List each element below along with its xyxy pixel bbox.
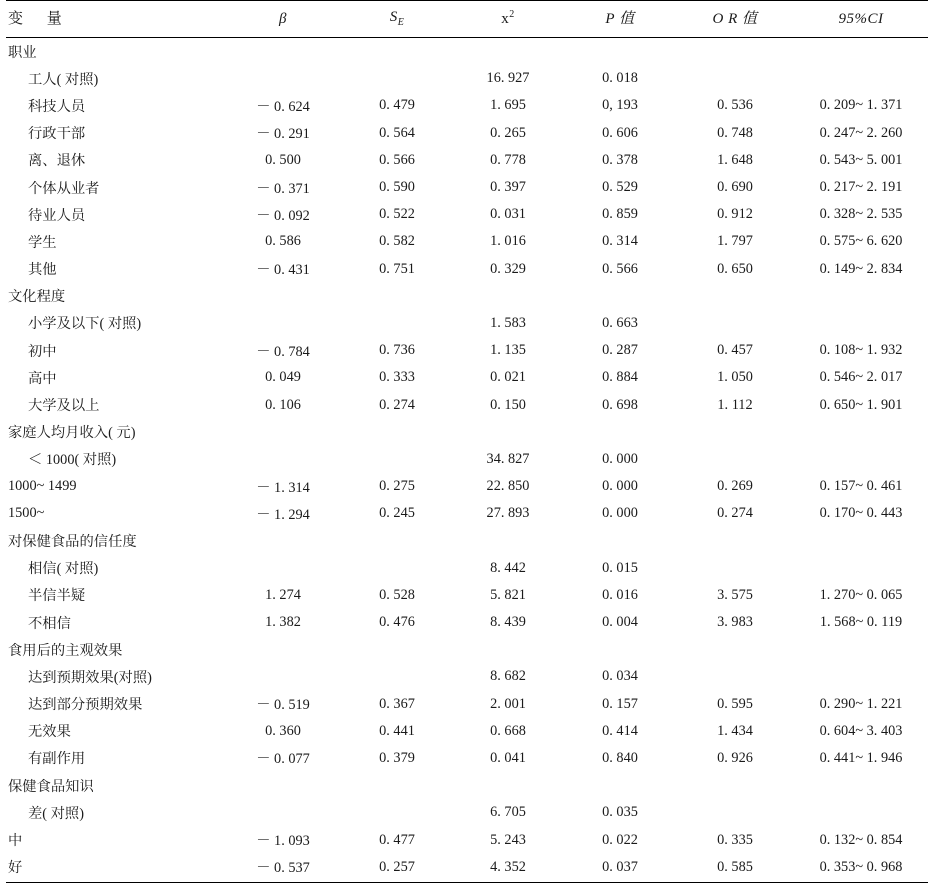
cell-ci: 0. 290~ 1. 221	[819, 695, 903, 712]
cell-variable: 相信( 对照)	[28, 561, 99, 578]
cell-beta: － 0. 519	[256, 697, 310, 714]
cell-se: 0. 476	[379, 614, 415, 631]
cell-variable: 个体从业者	[28, 180, 100, 197]
cell-se: 0. 257	[379, 858, 415, 875]
table-row	[6, 310, 928, 337]
cell-ci: 0. 209~ 1. 371	[819, 97, 903, 114]
cell-beta	[224, 799, 342, 826]
cell-or-value: 1. 112	[717, 396, 753, 413]
cell-chi-square: 0. 329	[490, 260, 526, 277]
cell-chi-square: 5. 243	[490, 831, 526, 848]
cell-beta: 0. 360	[265, 722, 301, 739]
cell-p-value: 0. 016	[602, 586, 638, 603]
table-group-row	[6, 283, 928, 310]
cell-se: 0. 479	[379, 97, 415, 114]
cell-beta: － 0. 537	[256, 860, 310, 877]
cell-se: 0. 582	[379, 233, 415, 250]
cell-p-value	[564, 636, 676, 663]
cell-chi-square: 0. 778	[490, 151, 526, 168]
cell-chi-square	[452, 527, 564, 554]
table-row	[6, 473, 928, 500]
cell-variable: 半信半疑	[28, 588, 86, 605]
table-header	[6, 1, 928, 38]
cell-ci	[794, 419, 928, 446]
cell-chi-square: 0. 150	[490, 396, 526, 413]
cell-variable: 家庭人均月收入( 元)	[8, 425, 136, 442]
cell-p-value: 0. 037	[602, 858, 638, 875]
table-row	[6, 582, 928, 609]
table-group-row	[6, 419, 928, 446]
cell-chi-square: 1. 135	[490, 342, 526, 359]
cell-variable: 其他	[28, 262, 57, 279]
cell-se: 0. 736	[379, 342, 415, 359]
cell-or-value: 0. 274	[717, 505, 753, 522]
table-row	[6, 663, 928, 690]
cell-se: 0. 566	[379, 151, 415, 168]
cell-p-value: 0. 018	[602, 70, 638, 87]
cell-p-value: 0. 529	[602, 179, 638, 196]
cell-chi-square	[452, 636, 564, 663]
cell-p-value: 0, 193	[602, 97, 638, 114]
cell-variable: 好	[8, 860, 23, 877]
cell-se	[342, 636, 452, 663]
column-header-ci-text: 95%CI	[838, 11, 884, 27]
cell-chi-square: 0. 041	[490, 749, 526, 766]
cell-p-value: 0. 000	[602, 505, 638, 522]
cell-se: 0. 751	[379, 260, 415, 277]
cell-variable: 行政干部	[28, 126, 86, 143]
cell-or-value: 0. 269	[717, 478, 753, 495]
cell-beta	[224, 772, 342, 799]
table-row	[6, 555, 928, 582]
cell-se	[342, 527, 452, 554]
cell-or-value: 0. 595	[717, 695, 753, 712]
cell-variable: 食用后的主观效果	[8, 642, 123, 659]
cell-beta	[224, 663, 342, 690]
cell-se: 0. 590	[379, 179, 415, 196]
table-row	[6, 201, 928, 228]
table-group-row	[6, 38, 928, 66]
column-header-se-sub: E	[397, 17, 405, 28]
cell-beta	[224, 446, 342, 473]
cell-p-value: 0. 022	[602, 831, 638, 848]
cell-p-value: 0. 414	[602, 722, 638, 739]
cell-p-value	[564, 527, 676, 554]
cell-variable: 工人( 对照)	[28, 71, 99, 88]
cell-chi-square	[452, 283, 564, 310]
table-row	[6, 174, 928, 201]
column-header-chi-square	[452, 1, 564, 38]
cell-beta	[224, 283, 342, 310]
cell-se: 0. 367	[379, 695, 415, 712]
cell-beta: － 1. 294	[256, 506, 310, 523]
cell-chi-square: 6. 705	[490, 804, 526, 821]
cell-variable: 中	[8, 833, 23, 850]
cell-ci	[794, 799, 928, 826]
cell-p-value: 0. 566	[602, 260, 638, 277]
cell-p-value: 0. 884	[602, 369, 638, 386]
cell-se: 0. 441	[379, 722, 415, 739]
cell-ci: 0. 441~ 1. 946	[819, 749, 903, 766]
cell-ci	[794, 38, 928, 66]
cell-p-value: 0. 000	[602, 450, 638, 467]
cell-chi-square: 8. 439	[490, 614, 526, 631]
cell-beta: 0. 586	[265, 233, 301, 250]
cell-ci: 0. 328~ 2. 535	[819, 206, 903, 223]
table-group-row	[6, 772, 928, 799]
cell-beta: 0. 106	[265, 396, 301, 413]
cell-variable: 保健食品知识	[8, 778, 94, 795]
cell-chi-square: 4. 352	[490, 858, 526, 875]
cell-or-value	[676, 772, 794, 799]
cell-variable: 大学及以上	[28, 398, 100, 415]
cell-chi-square: 0. 397	[490, 179, 526, 196]
cell-or-value: 0. 585	[717, 858, 753, 875]
cell-variable: 待业人员	[28, 207, 86, 224]
cell-p-value: 0. 859	[602, 206, 638, 223]
cell-ci	[794, 772, 928, 799]
cell-se	[342, 65, 452, 92]
table-row	[6, 691, 928, 718]
cell-se	[342, 446, 452, 473]
table-row	[6, 92, 928, 119]
cell-p-value: 0. 663	[602, 314, 638, 331]
cell-ci: 0. 247~ 2. 260	[819, 124, 903, 141]
cell-variable: 1500~	[8, 505, 45, 522]
cell-ci	[794, 555, 928, 582]
cell-variable: 对保健食品的信任度	[8, 533, 137, 550]
cell-ci: 0. 575~ 6. 620	[819, 233, 903, 250]
table-body	[6, 38, 928, 883]
table-row	[6, 446, 928, 473]
cell-chi-square: 0. 668	[490, 722, 526, 739]
cell-chi-square: 0. 021	[490, 369, 526, 386]
cell-or-value: 0. 690	[717, 179, 753, 196]
table-row	[6, 364, 928, 391]
column-header-or-value	[676, 1, 794, 38]
table-row	[6, 745, 928, 772]
cell-beta: － 0. 077	[256, 751, 310, 768]
cell-or-value	[676, 283, 794, 310]
cell-or-value: 0. 748	[717, 124, 753, 141]
table-row	[6, 854, 928, 883]
cell-or-value	[676, 38, 794, 66]
cell-or-value: 0. 335	[717, 831, 753, 848]
cell-chi-square	[452, 419, 564, 446]
cell-or-value: 1. 648	[717, 151, 753, 168]
cell-beta: － 0. 291	[256, 126, 310, 143]
cell-beta	[224, 65, 342, 92]
column-header-chi-sup: 2	[509, 9, 515, 20]
cell-p-value: 0. 287	[602, 342, 638, 359]
cell-ci: 0. 543~ 5. 001	[819, 151, 903, 168]
cell-ci	[794, 310, 928, 337]
cell-chi-square: 0. 031	[490, 206, 526, 223]
cell-beta	[224, 38, 342, 66]
cell-beta: － 1. 093	[256, 833, 310, 850]
cell-chi-square: 8. 442	[490, 559, 526, 576]
cell-chi-square: 0. 265	[490, 124, 526, 141]
cell-se: 0. 275	[379, 478, 415, 495]
table-row	[6, 256, 928, 283]
cell-chi-square	[452, 38, 564, 66]
cell-ci: 0. 132~ 0. 854	[819, 831, 903, 848]
cell-se	[342, 772, 452, 799]
cell-chi-square: 8. 682	[490, 668, 526, 685]
cell-chi-square: 1. 695	[490, 97, 526, 114]
cell-chi-square: 2. 001	[490, 695, 526, 712]
cell-or-value	[676, 310, 794, 337]
cell-p-value	[564, 283, 676, 310]
cell-chi-square: 22. 850	[486, 478, 530, 495]
column-header-se	[342, 1, 452, 38]
cell-p-value: 0. 015	[602, 559, 638, 576]
cell-ci: 1. 270~ 0. 065	[819, 586, 903, 603]
cell-beta	[224, 555, 342, 582]
cell-p-value	[564, 38, 676, 66]
cell-or-value	[676, 799, 794, 826]
cell-ci	[794, 527, 928, 554]
cell-or-value: 0. 536	[717, 97, 753, 114]
cell-variable: 科技人员	[28, 98, 86, 115]
cell-se: 0. 522	[379, 206, 415, 223]
cell-p-value: 0. 034	[602, 668, 638, 685]
cell-ci: 0. 157~ 0. 461	[819, 478, 903, 495]
cell-p-value: 0. 314	[602, 233, 638, 250]
table-row	[6, 500, 928, 527]
cell-or-value	[676, 65, 794, 92]
cell-beta	[224, 527, 342, 554]
cell-ci	[794, 636, 928, 663]
cell-se	[342, 419, 452, 446]
cell-se: 0. 333	[379, 369, 415, 386]
table-row	[6, 337, 928, 364]
cell-ci: 0. 170~ 0. 443	[819, 505, 903, 522]
cell-p-value: 0. 035	[602, 804, 638, 821]
cell-beta	[224, 419, 342, 446]
table-row	[6, 826, 928, 853]
cell-se: 0. 245	[379, 505, 415, 522]
cell-p-value: 0. 000	[602, 478, 638, 495]
cell-variable: 有副作用	[28, 751, 86, 768]
cell-p-value: 0. 840	[602, 749, 638, 766]
cell-chi-square: 5. 821	[490, 586, 526, 603]
table-row	[6, 228, 928, 255]
cell-variable: 离、退休	[28, 153, 86, 170]
cell-beta: － 0. 784	[256, 343, 310, 360]
cell-p-value: 0. 698	[602, 396, 638, 413]
cell-or-value: 0. 650	[717, 260, 753, 277]
table-row	[6, 391, 928, 418]
cell-ci: 0. 217~ 2. 191	[819, 179, 903, 196]
cell-chi-square: 1. 016	[490, 233, 526, 250]
cell-chi-square: 16. 927	[486, 70, 530, 87]
cell-ci	[794, 663, 928, 690]
table-row	[6, 718, 928, 745]
table-group-row	[6, 636, 928, 663]
cell-variable: 差( 对照)	[28, 805, 84, 822]
cell-ci	[794, 65, 928, 92]
column-header-ci	[794, 1, 928, 38]
cell-beta: 1. 274	[265, 586, 301, 603]
cell-or-value	[676, 419, 794, 446]
cell-variable: 文化程度	[8, 289, 66, 306]
cell-se: 0. 379	[379, 749, 415, 766]
column-header-p-text: P 值	[605, 11, 635, 27]
column-header-variable: 变 量	[8, 11, 72, 27]
cell-ci	[794, 283, 928, 310]
cell-p-value	[564, 772, 676, 799]
table-row	[6, 609, 928, 636]
cell-variable: 高中	[28, 370, 57, 387]
cell-chi-square	[452, 772, 564, 799]
cell-se: 0. 564	[379, 124, 415, 141]
cell-se	[342, 663, 452, 690]
cell-or-value: 1. 434	[717, 722, 753, 739]
cell-chi-square: 27. 893	[486, 505, 530, 522]
cell-variable: 职业	[8, 44, 37, 61]
statistics-table	[6, 0, 928, 882]
cell-beta: － 0. 431	[256, 262, 310, 279]
cell-chi-square: 34. 827	[486, 450, 530, 467]
cell-ci: 0. 546~ 2. 017	[819, 369, 903, 386]
cell-beta: － 0. 092	[256, 207, 310, 224]
column-header-chi-main: x	[501, 11, 510, 27]
cell-ci: 1. 568~ 0. 119	[819, 614, 903, 631]
cell-variable: 不相信	[28, 615, 71, 632]
cell-or-value: 1. 050	[717, 369, 753, 386]
cell-variable: 1000~ 1499	[8, 478, 77, 495]
column-header-beta: β	[279, 11, 287, 27]
table-group-row	[6, 527, 928, 554]
cell-or-value	[676, 446, 794, 473]
table-row	[6, 799, 928, 826]
cell-variable: 初中	[28, 343, 57, 360]
cell-or-value	[676, 636, 794, 663]
cell-ci: 0. 108~ 1. 932	[819, 342, 903, 359]
cell-se	[342, 310, 452, 337]
cell-or-value: 3. 983	[717, 614, 753, 631]
cell-se: 0. 528	[379, 586, 415, 603]
cell-beta: 1. 382	[265, 614, 301, 631]
cell-chi-square: 1. 583	[490, 314, 526, 331]
table-row	[6, 65, 928, 92]
cell-p-value	[564, 419, 676, 446]
cell-p-value: 0. 378	[602, 151, 638, 168]
cell-se	[342, 283, 452, 310]
cell-beta: 0. 500	[265, 151, 301, 168]
cell-variable: 达到预期效果(对照)	[28, 669, 152, 686]
cell-beta: － 1. 314	[256, 479, 310, 496]
table-row	[6, 120, 928, 147]
cell-ci: 0. 650~ 1. 901	[819, 396, 903, 413]
cell-beta	[224, 310, 342, 337]
cell-beta: － 0. 624	[256, 98, 310, 115]
cell-se: 0. 477	[379, 831, 415, 848]
cell-variable: 小学及以下( 对照)	[28, 316, 142, 333]
cell-ci: 0. 353~ 0. 968	[819, 858, 903, 875]
cell-variable: 无效果	[28, 724, 71, 741]
cell-or-value: 1. 797	[717, 233, 753, 250]
cell-beta: － 0. 371	[256, 180, 310, 197]
cell-se	[342, 799, 452, 826]
cell-variable: ＜ 1000( 对照)	[28, 452, 117, 469]
cell-variable: 达到部分预期效果	[28, 697, 143, 714]
cell-p-value: 0. 004	[602, 614, 638, 631]
cell-or-value: 0. 457	[717, 342, 753, 359]
cell-ci	[794, 446, 928, 473]
cell-or-value: 0. 926	[717, 749, 753, 766]
cell-se	[342, 555, 452, 582]
column-header-p-value	[564, 1, 676, 38]
cell-ci: 0. 604~ 3. 403	[819, 722, 903, 739]
cell-or-value	[676, 527, 794, 554]
cell-beta: 0. 049	[265, 369, 301, 386]
cell-or-value: 0. 912	[717, 206, 753, 223]
cell-beta	[224, 636, 342, 663]
cell-p-value: 0. 157	[602, 695, 638, 712]
cell-variable: 学生	[28, 234, 57, 251]
cell-ci: 0. 149~ 2. 834	[819, 260, 903, 277]
cell-se	[342, 38, 452, 66]
column-header-se-main: S	[389, 9, 398, 25]
cell-or-value	[676, 555, 794, 582]
table-row	[6, 147, 928, 174]
column-header-or-text: O R 值	[712, 11, 758, 27]
cell-or-value: 3. 575	[717, 586, 753, 603]
cell-p-value: 0. 606	[602, 124, 638, 141]
cell-or-value	[676, 663, 794, 690]
cell-se: 0. 274	[379, 396, 415, 413]
